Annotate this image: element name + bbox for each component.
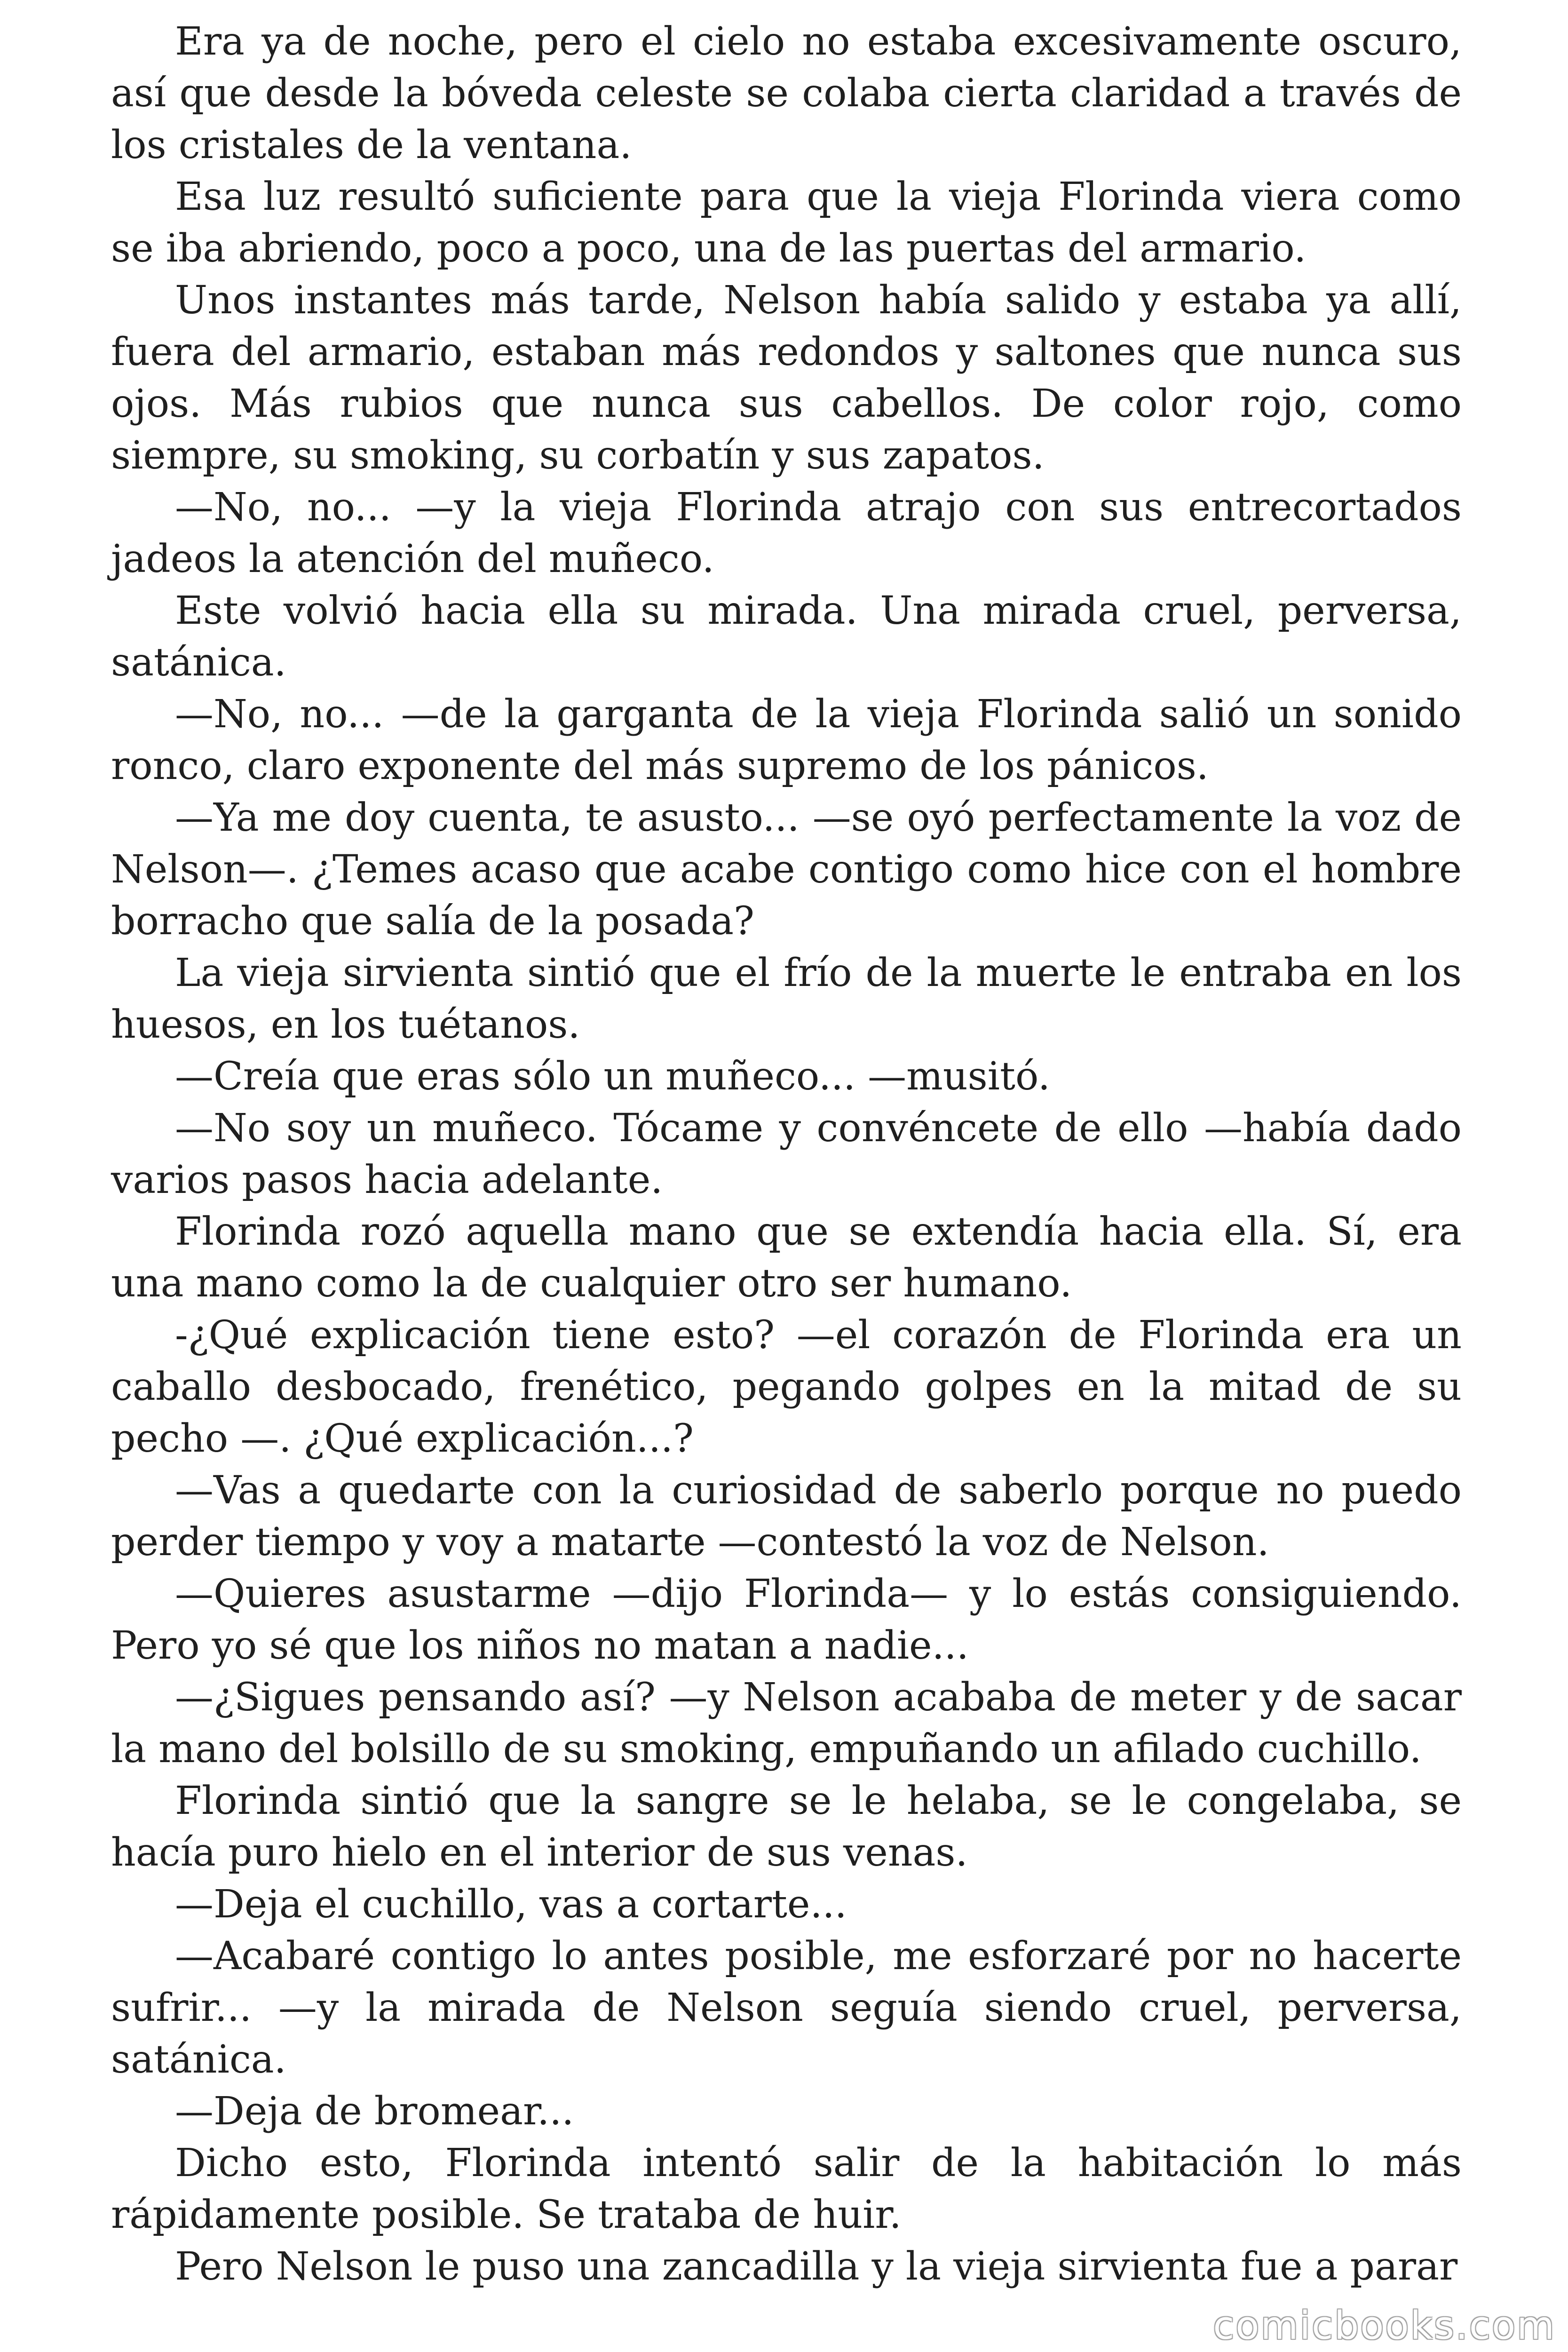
paragraph: Florinda rozó aquella mano que se extendía hacia ella. Sí, era una mano como la de cualquier otro ser humano. [111, 1209, 1462, 1306]
paragraph: —No, no... —y la vieja Florinda atrajo con sus entrecortados jadeos la atención del muñeco. [111, 485, 1462, 581]
paragraph: —¿Sigues pensando así? —y Nelson acababa de meter y de sacar la mano del bolsillo de su smoking, empuñando un afilado cuchillo. [111, 1675, 1462, 1772]
paragraph: —Deja el cuchillo, vas a cortarte... [175, 1882, 847, 1927]
paragraph: La vieja sirvienta sintió que el frío de la muerte le entraba en los huesos, en los tuétanos. [111, 951, 1462, 1047]
paragraph: Esa luz resultó suficiente para que la vieja Florinda viera como se iba abriendo, poco a poco, una de las puertas del armario. [111, 175, 1462, 271]
paragraph: —No soy un muñeco. Tócame y convéncete de ello —había dado varios pasos hacia adelante. [111, 1106, 1462, 1202]
paragraph: Este volvió hacia ella su mirada. Una mirada cruel, perversa, satánica. [111, 588, 1462, 685]
watermark-logo: comicbooks.com [1213, 2304, 1556, 2348]
paragraph: —No, no... —de la garganta de la vieja Florinda salió un sonido ronco, claro exponente del más supremo de los pánicos. [111, 692, 1462, 788]
paragraph: Florinda sintió que la sangre se le helaba, se le congelaba, se hacía puro hielo en el interior de sus venas. [111, 1779, 1462, 1875]
paragraph: —Creía que eras sólo un muñeco... —musitó. [175, 1054, 1050, 1099]
paragraph: Dicho esto, Florinda intentó salir de la habitación lo más rápidamente posible. Se trataba de huir. [111, 2141, 1462, 2237]
book-page-text [111, 16, 1462, 2293]
paragraph: —Acabaré contigo lo antes posible, me esforzaré por no hacerte sufrir... —y la mirada de Nelson seguía siendo cruel, perversa, satánica. [111, 1934, 1462, 2082]
paragraph: Unos instantes más tarde, Nelson había salido y estaba ya allí, fuera del armario, estaban más redondos y saltones que nunca sus ojos. Más rubios que nunca sus cabellos. De color rojo, como siempre, su smoking, su corbatín y sus zapatos. [111, 278, 1462, 478]
paragraph: —Ya me doy cuenta, te asusto... —se oyó perfectamente la voz de Nelson—. ¿Temes acaso que acabe contigo como hice con el hombre borracho que salía de la posada? [111, 795, 1462, 944]
paragraph: -¿Qué explicación tiene esto? —el corazón de Florinda era un caballo desbocado, frenético, pegando golpes en la mitad de su pecho —. ¿Qué explicación...? [111, 1313, 1462, 1461]
paragraph: Pero Nelson le puso una zancadilla y la vieja sirvienta fue a parar [175, 2244, 1458, 2289]
paragraph: —Vas a quedarte con la curiosidad de saberlo porque no puedo perder tiempo y voy a matarte —contestó la voz de Nelson. [111, 1468, 1462, 1565]
paragraph: —Quieres asustarme —dijo Florinda— y lo estás consiguiendo. Pero yo sé que los niños no matan a nadie... [111, 1572, 1462, 1668]
paragraph: —Deja de bromear... [175, 2089, 574, 2134]
paragraph: Era ya de noche, pero el cielo no estaba excesivamente oscuro, así que desde la bóveda celeste se colaba cierta claridad a través de los cristales de la ventana. [111, 19, 1462, 167]
